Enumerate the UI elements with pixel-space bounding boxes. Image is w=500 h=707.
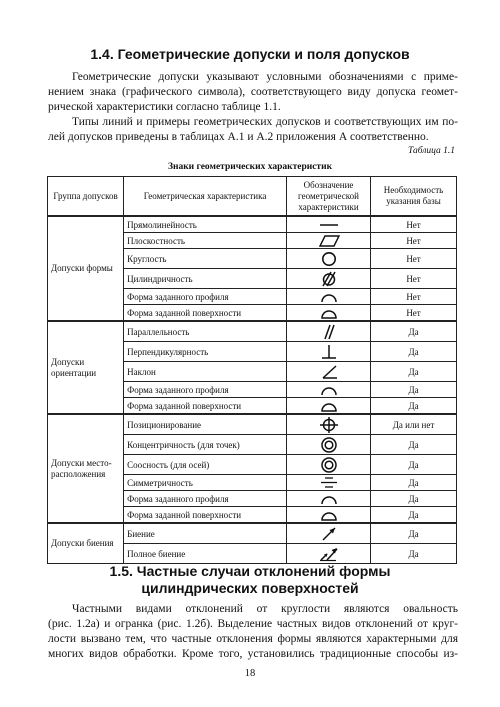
characteristic-cell: Форма заданной поверхности xyxy=(124,305,287,322)
characteristic-cell: Наклон xyxy=(124,362,287,382)
base-cell: Да xyxy=(371,475,457,491)
section-heading-1-4: 1.4. Геометрические допуски и поля допусков xyxy=(90,46,410,62)
base-cell: Нет xyxy=(371,305,457,322)
base-cell: Да xyxy=(371,435,457,455)
header-symbol: Обозначение геометрической характеристики xyxy=(286,177,370,217)
header-group: Группа допусков xyxy=(48,177,124,217)
profile-line-icon xyxy=(286,382,370,398)
table-row xyxy=(48,414,457,435)
base-cell: Да xyxy=(371,507,457,524)
paragraph-3 xyxy=(48,602,458,662)
characteristic-cell: Полное биение xyxy=(124,544,287,564)
paragraph-2 xyxy=(48,115,458,145)
characteristic-cell: Плоскостность xyxy=(124,233,287,249)
circular-runout-icon xyxy=(286,523,370,544)
group-cell: Допуски ориентации xyxy=(48,321,124,414)
characteristic-cell: Прямолинейность xyxy=(124,216,287,233)
table-row xyxy=(48,523,457,544)
section-heading-1-5-line2: цилиндрических поверхностей xyxy=(141,580,359,596)
paragraph-line: Частными видами отклонений от круглости являются овальность xyxy=(72,603,458,615)
characteristic-cell: Параллельность xyxy=(124,321,287,342)
paragraph-line: лей допусков приведены в таблицах А.1 и А.2 приложения А соответственно. xyxy=(48,131,429,143)
base-cell: Да xyxy=(371,382,457,398)
paragraph-line: нением знака (графического символа), соответствующего виду допуска геомет- xyxy=(48,86,458,98)
flatness-icon xyxy=(286,233,370,249)
base-cell: Нет xyxy=(371,216,457,233)
cylindricity-icon xyxy=(286,269,370,289)
paragraph-line: рической характеристики согласно таблице 1.1. xyxy=(48,101,281,113)
profile-surface-icon xyxy=(286,398,370,415)
header-base: Необходимость указания базы xyxy=(371,177,457,217)
paragraph-line: Геометрические допуски указывают условными обозначениями с приме- xyxy=(72,71,458,83)
header-characteristic: Геометрическая характеристика xyxy=(124,177,287,217)
page-number: 18 xyxy=(244,668,256,679)
base-cell: Да xyxy=(371,342,457,362)
table-row xyxy=(48,216,457,233)
section-heading-1-5: 1.5. Частные случаи отклонений формы xyxy=(109,563,391,579)
base-cell: Да xyxy=(371,362,457,382)
profile-surface-icon xyxy=(286,507,370,524)
angularity-icon xyxy=(286,362,370,382)
paragraph-line: лости вызвано тем, что частные отклонения формы являются характерными для xyxy=(48,633,458,645)
concentricity-icon xyxy=(286,435,370,455)
paragraph-line: Типы линий и примеры геометрических допусков и соответствующих им по- xyxy=(72,116,458,128)
base-cell: Нет xyxy=(371,289,457,305)
characteristic-cell: Перпендикулярность xyxy=(124,342,287,362)
characteristic-cell: Биение xyxy=(124,523,287,544)
characteristic-cell: Цилиндричность xyxy=(124,269,287,289)
roundness-icon xyxy=(286,249,370,269)
coaxiality-icon xyxy=(286,455,370,475)
base-cell: Да xyxy=(371,544,457,564)
characteristic-cell: Форма заданного профиля xyxy=(124,491,287,507)
paragraph-line: многих видов обработки. Кроме того, установились традиционные способы из- xyxy=(48,648,458,660)
paragraph-line: (рис. 1.2а) и огранка (рис. 1.2б). Выделение частных видов отклонений от круг- xyxy=(48,618,458,630)
base-cell: Да xyxy=(371,398,457,415)
group-cell: Допуски биения xyxy=(48,523,124,564)
base-cell: Да xyxy=(371,523,457,544)
profile-line-icon xyxy=(286,491,370,507)
geometric-symbols-table xyxy=(47,176,457,564)
total-runout-icon xyxy=(286,544,370,564)
base-cell: Нет xyxy=(371,269,457,289)
group-cell: Допуски формы xyxy=(48,216,124,321)
base-cell: Да xyxy=(371,455,457,475)
characteristic-cell: Позиционирование xyxy=(124,414,287,435)
table-header-row xyxy=(48,177,457,217)
base-cell: Нет xyxy=(371,249,457,269)
profile-surface-icon xyxy=(286,305,370,322)
straightness-icon xyxy=(286,216,370,233)
characteristic-cell: Соосность (для осей) xyxy=(124,455,287,475)
perpendicularity-icon xyxy=(286,342,370,362)
paragraph-1 xyxy=(48,70,458,115)
base-cell: Да xyxy=(371,321,457,342)
table-title: Знаки геометрических характеристик xyxy=(167,162,333,172)
symmetry-icon xyxy=(286,475,370,491)
base-cell: Да xyxy=(371,491,457,507)
profile-line-icon xyxy=(286,289,370,305)
position-icon xyxy=(286,414,370,435)
characteristic-cell: Форма заданного профиля xyxy=(124,289,287,305)
characteristic-cell: Круглость xyxy=(124,249,287,269)
group-cell: Допуски место-расположения xyxy=(48,414,124,523)
characteristic-cell: Концентричность (для точек) xyxy=(124,435,287,455)
characteristic-cell: Форма заданной поверхности xyxy=(124,398,287,415)
parallelism-icon xyxy=(286,321,370,342)
characteristic-cell: Форма заданной поверхности xyxy=(124,507,287,524)
table-number: Таблица 1.1 xyxy=(408,146,455,156)
characteristic-cell: Симметричность xyxy=(124,475,287,491)
base-cell: Да или нет xyxy=(371,414,457,435)
base-cell: Нет xyxy=(371,233,457,249)
table-row xyxy=(48,321,457,342)
characteristic-cell: Форма заданного профиля xyxy=(124,382,287,398)
